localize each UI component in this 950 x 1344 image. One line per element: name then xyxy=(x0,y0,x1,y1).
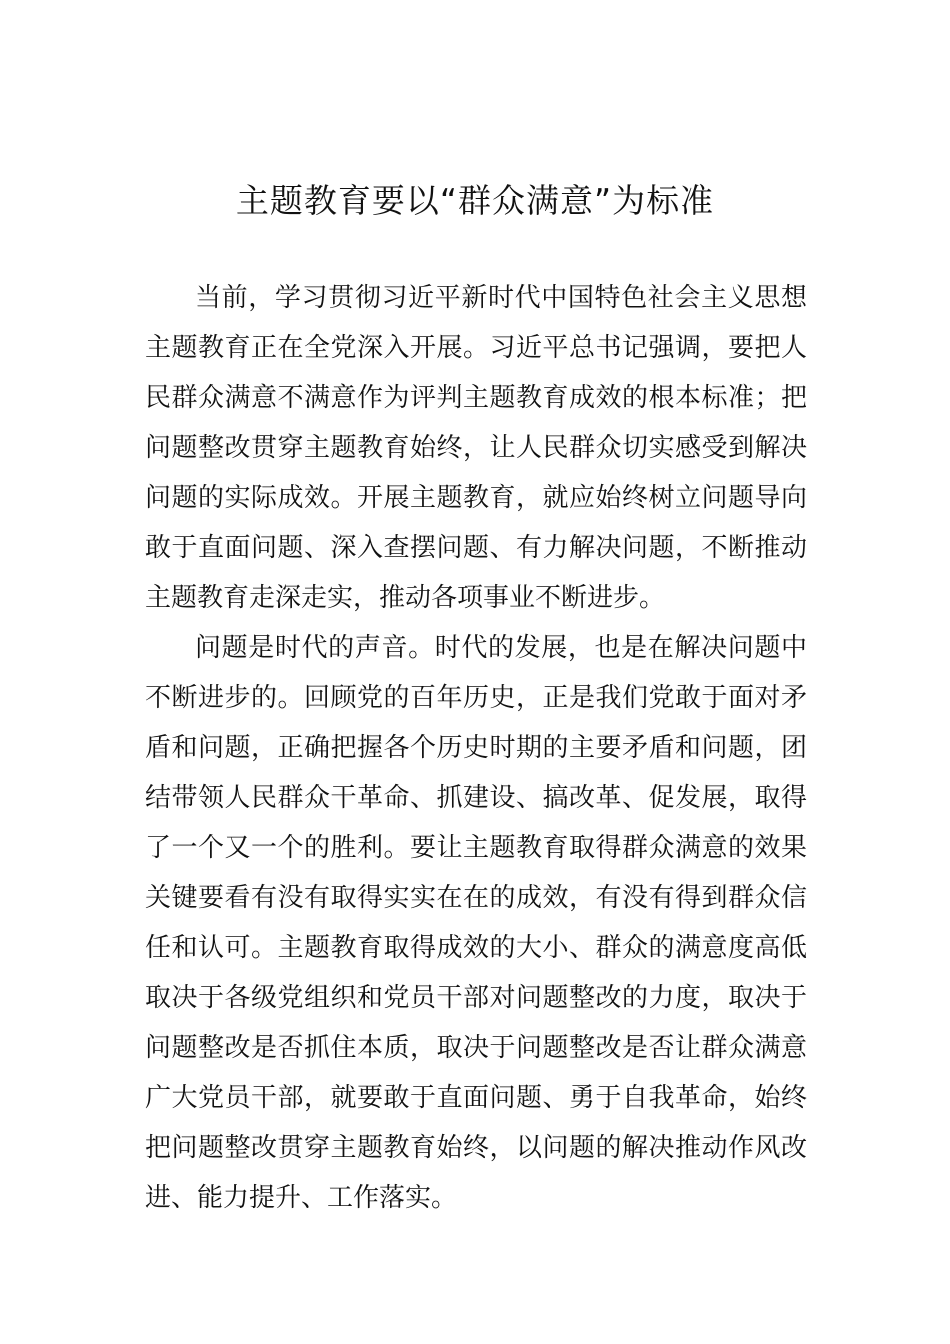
paragraph-line: 了一个又一个的胜利。要让主题教育取得群众满意的效果 xyxy=(145,833,807,863)
paragraph-line: 把问题整改贯穿主题教育始终，以问题的解决推动作风改 xyxy=(145,1133,807,1163)
paragraph-1 xyxy=(145,273,807,623)
paragraph-line: 不断进步的。回顾党的百年历史，正是我们党敢于面对矛 xyxy=(145,683,807,713)
document-body xyxy=(145,273,807,1223)
paragraph-line: 问题是时代的声音。时代的发展，也是在解决问题中 xyxy=(195,633,807,663)
paragraph-2 xyxy=(145,623,807,1223)
paragraph-line: 任和认可。主题教育取得成效的大小、群众的满意度高低 xyxy=(145,933,807,963)
paragraph-line: 广大党员干部，就要敢于直面问题、勇于自我革命，始终 xyxy=(145,1083,807,1113)
paragraph-line: 取决于各级党组织和党员干部对问题整改的力度，取决于 xyxy=(145,983,807,1013)
paragraph-line: 主题教育走深走实，推动各项事业不断进步。 xyxy=(145,583,666,613)
document-title: 主题教育要以“群众满意”为标准 xyxy=(235,181,715,220)
paragraph-line: 当前，学习贯彻习近平新时代中国特色社会主义思想 xyxy=(195,283,807,313)
paragraph-line: 结带领人民群众干革命、抓建设、搞改革、促发展，取得 xyxy=(145,783,807,813)
paragraph-line: 主题教育正在全党深入开展。习近平总书记强调，要把人 xyxy=(145,333,807,363)
paragraph-line: 民群众满意不满意作为评判主题教育成效的根本标准；把 xyxy=(145,383,807,413)
paragraph-line: 问题整改贯穿主题教育始终，让人民群众切实感受到解决 xyxy=(145,433,807,463)
paragraph-line: 进、能力提升、工作落实。 xyxy=(145,1183,458,1213)
paragraph-line: 盾和问题，正确把握各个历史时期的主要矛盾和问题，团 xyxy=(145,733,807,763)
paragraph-line: 问题的实际成效。开展主题教育，就应始终树立问题导向 xyxy=(145,483,807,513)
paragraph-line: 问题整改是否抓住本质，取决于问题整改是否让群众满意 xyxy=(145,1033,807,1063)
paragraph-line: 敢于直面问题、深入查摆问题、有力解决问题，不断推动 xyxy=(145,533,807,563)
paragraph-line: 关键要看有没有取得实实在在的成效，有没有得到群众信 xyxy=(145,883,807,913)
